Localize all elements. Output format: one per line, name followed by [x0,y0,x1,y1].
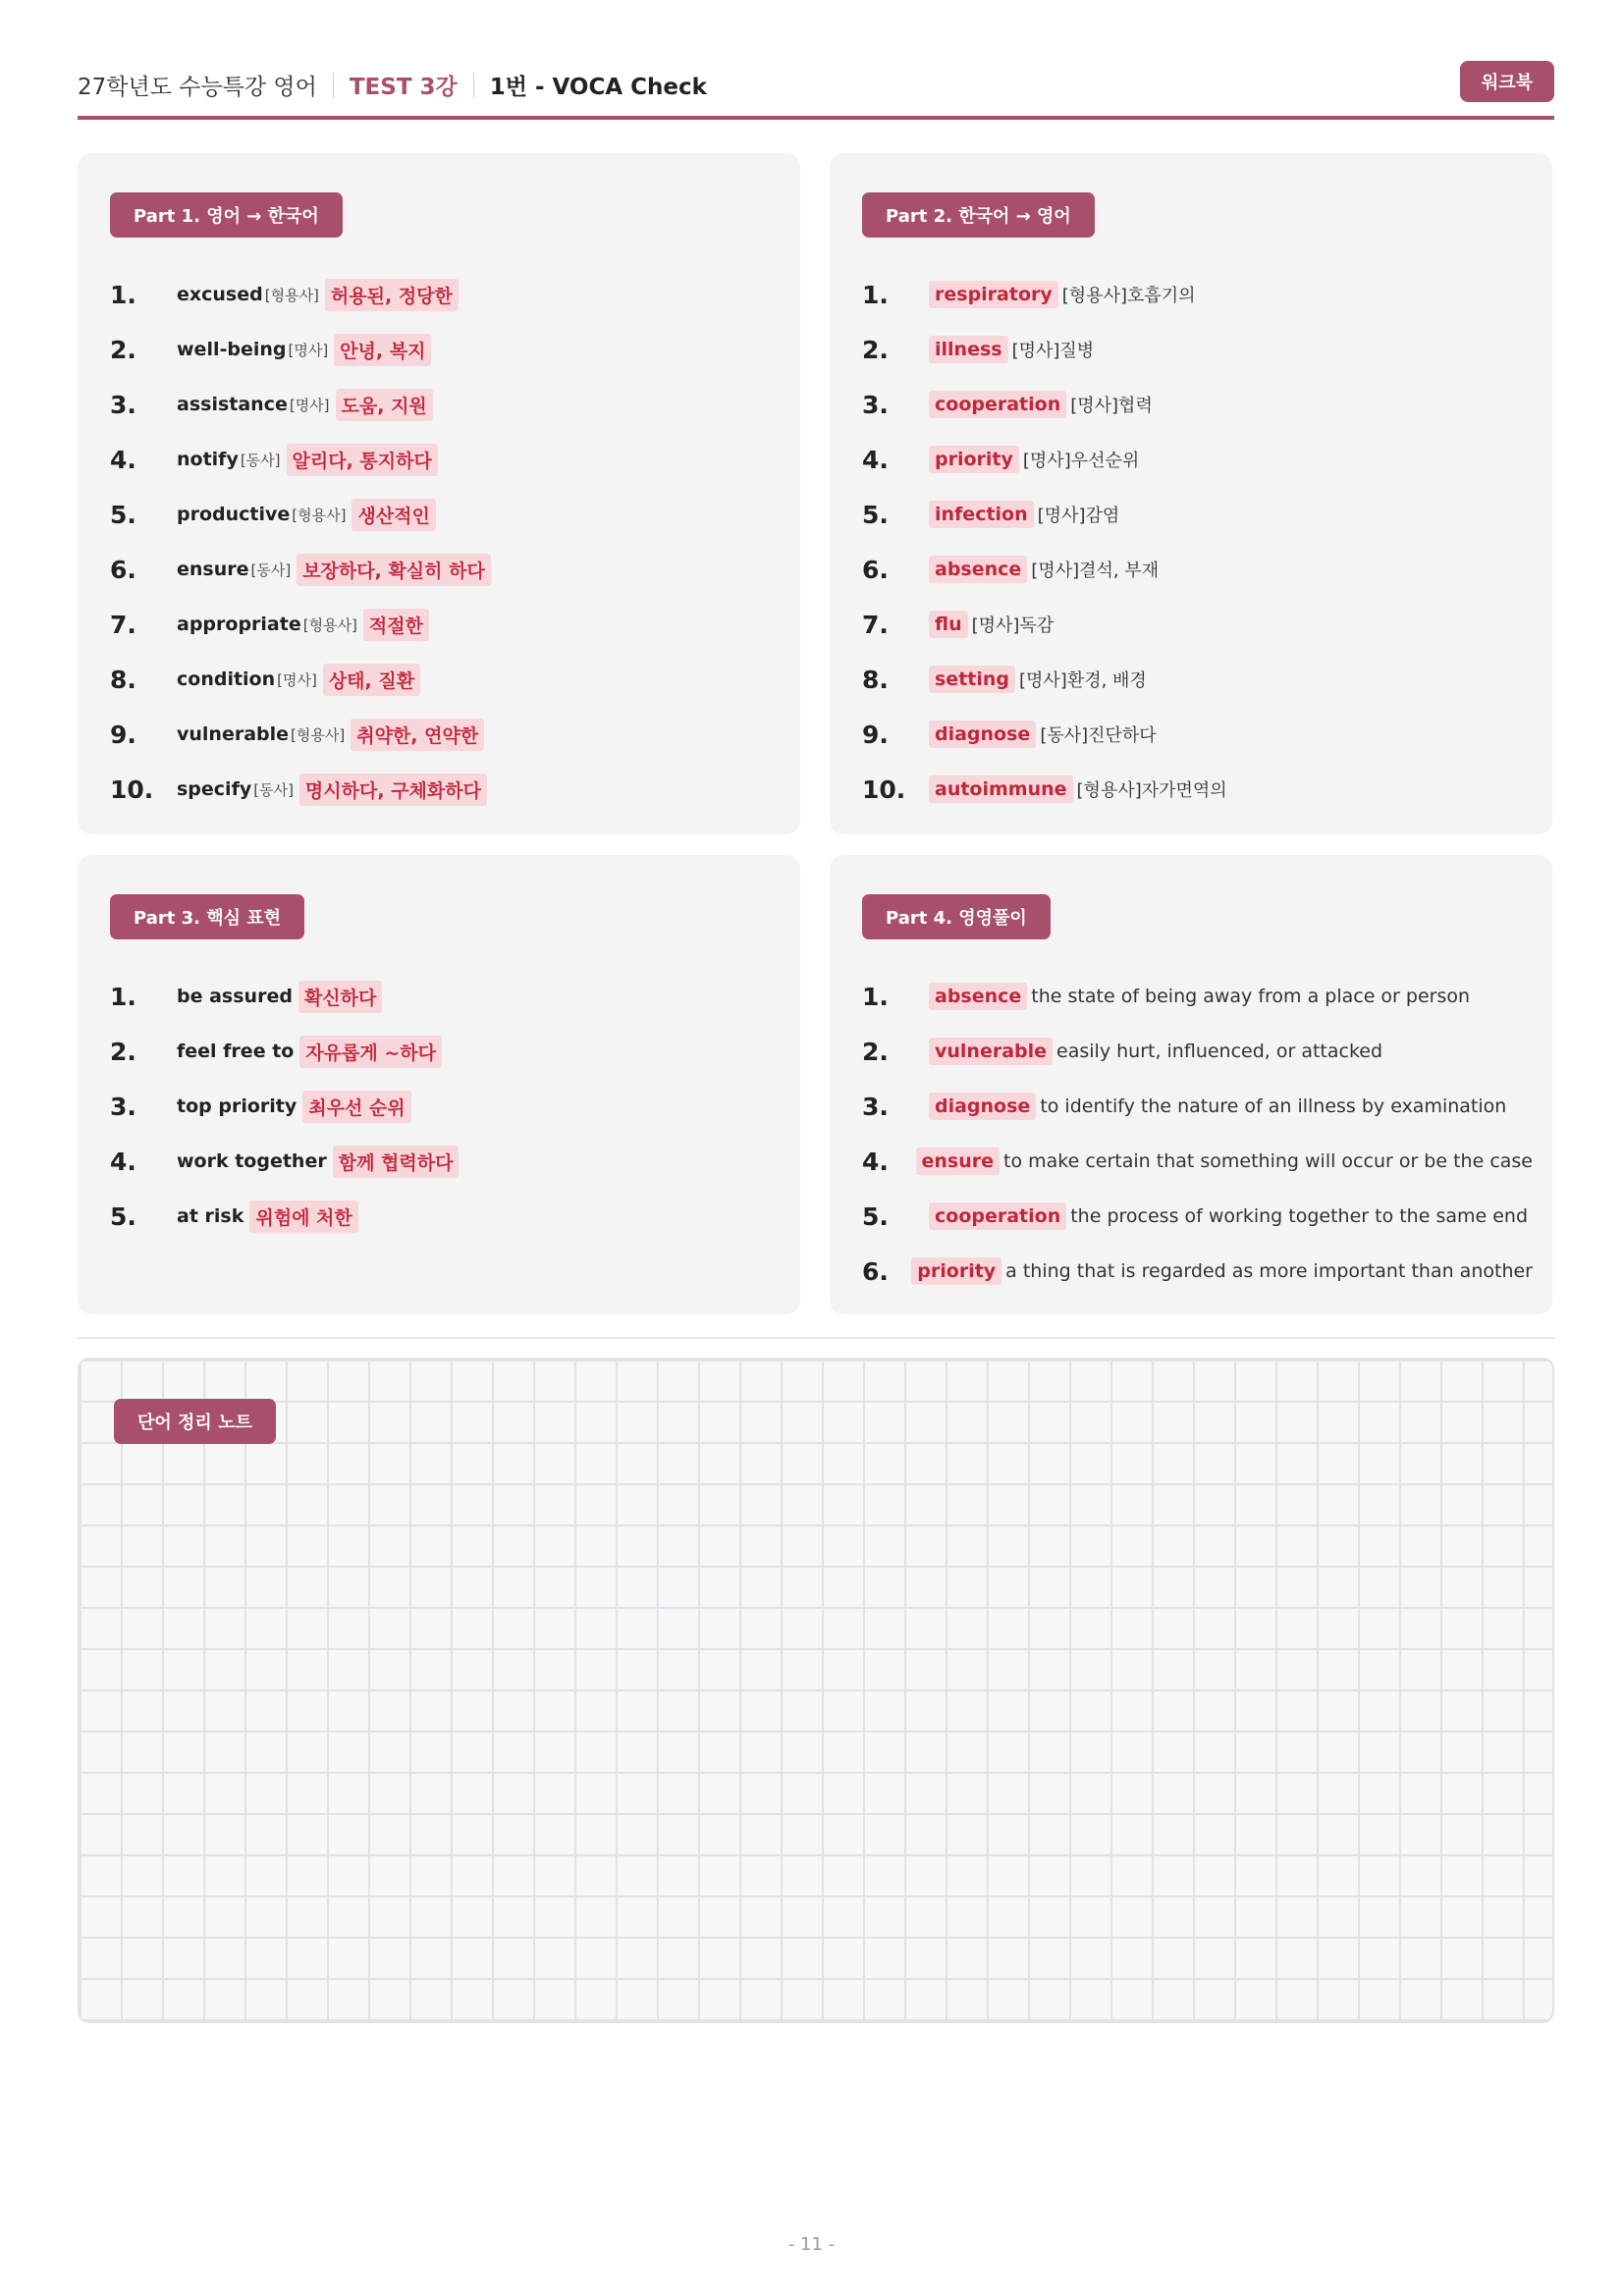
page-title: 1번 - VOCA Check [489,75,707,100]
part3-panel [78,855,800,1314]
item-meaning: [명사]감염 [1037,506,1120,526]
part2-item [862,487,1533,542]
item-meaning: 허용된, 정당한 [325,279,459,311]
item-number: 4. [862,445,889,474]
item-meaning: 함께 협력하다 [333,1146,460,1178]
part3-label: Part 3. 핵심 표현 [110,894,304,939]
item-phrase: be assured [177,986,293,1007]
item-meaning: [형용사]자가면역의 [1076,780,1227,801]
item-number: 9. [862,720,889,749]
item-meaning: 도움, 지원 [336,389,433,421]
part3-item [110,969,781,1024]
section-divider [78,1337,1554,1339]
item-meaning: [명사]협력 [1070,396,1153,416]
item-word: autoimmune [929,775,1073,803]
item-word: diagnose [929,721,1036,748]
item-definition: to identify the nature of an illness by examination [1040,1095,1507,1117]
item-phrase: feel free to [177,1041,295,1062]
item-number: 6. [110,555,136,584]
item-phrase: at risk [177,1205,244,1227]
item-definition: easily hurt, influenced, or attacked [1056,1041,1383,1062]
item-number: 1. [862,280,889,309]
header-breadcrumb [78,69,707,101]
item-pos: [형용사] [302,615,357,634]
item-number: 3. [110,1092,136,1121]
item-number: 8. [110,665,136,694]
item-number: 3. [862,390,889,419]
item-definition: a thing that is regarded as more important than another [1005,1260,1533,1282]
item-meaning: 확신하다 [298,981,382,1013]
part4-panel [830,855,1552,1314]
item-word: assistance [177,394,288,415]
item-number: 3. [862,1092,889,1121]
item-phrase: work together [177,1150,327,1172]
part4-item [862,1134,1533,1189]
item-number: 4. [110,1147,136,1176]
item-number: 2. [862,335,889,364]
item-number: 1. [862,982,889,1011]
item-number: 2. [110,1037,136,1066]
part3-item [110,1079,781,1134]
item-word: notify [177,449,239,470]
part2-item [862,707,1533,762]
item-definition: the process of working together to the same end [1070,1205,1529,1227]
item-word: setting [929,666,1015,693]
item-meaning: 적절한 [363,609,429,641]
item-number: 10. [110,774,154,804]
part4-list [862,969,1533,1299]
item-word: absence [929,556,1027,583]
item-meaning: [명사]독감 [971,615,1055,636]
item-number: 3. [110,390,136,419]
item-meaning: 자유롭게 ~하다 [299,1036,442,1068]
item-number: 10. [862,774,906,804]
part4-item [862,1189,1533,1244]
item-word: absence [929,983,1027,1010]
part4-label: Part 4. 영영풀이 [862,894,1051,939]
item-definition: the state of being away from a place or person [1031,986,1471,1007]
item-pos: [형용사] [291,725,346,744]
item-word: priority [929,446,1019,473]
page-header [78,61,1554,120]
part2-panel [830,153,1552,834]
item-meaning: 명시하다, 구체화하다 [299,774,487,806]
item-word: condition [177,668,276,690]
item-word: specify [177,778,252,800]
part3-item [110,1134,781,1189]
part3-list [110,969,781,1244]
book-title: 27학년도 수능특강 영어 [78,75,317,100]
part1-item [110,542,781,597]
part2-item [862,432,1533,487]
part3-item [110,1189,781,1244]
workbook-badge: 워크북 [1460,61,1554,102]
item-word: well-being [177,339,287,360]
part1-item [110,597,781,652]
part2-item [862,597,1533,652]
part1-list [110,267,781,817]
part2-item [862,762,1533,817]
part2-item [862,542,1533,597]
item-meaning: 알리다, 통지하다 [287,444,438,476]
item-number: 8. [862,665,889,694]
item-meaning: [명사]환경, 배경 [1019,670,1147,691]
part2-item [862,322,1533,377]
part2-item [862,377,1533,432]
item-pos: [동사] [250,561,292,579]
vocab-note-grid[interactable] [78,1358,1554,2023]
part2-item [862,267,1533,322]
item-word: appropriate [177,614,301,635]
item-word: illness [929,336,1008,363]
item-pos: [명사] [288,341,329,359]
item-meaning: 보장하다, 확실히 하다 [297,554,491,586]
part1-label: Part 1. 영어 → 한국어 [110,192,343,238]
item-word: diagnose [929,1093,1036,1120]
item-pos: [동사] [240,451,281,469]
item-meaning: 생산적인 [352,499,435,531]
item-word: productive [177,504,291,525]
item-number: 6. [862,555,889,584]
item-meaning: 안녕, 복지 [334,334,431,366]
item-pos: [명사] [289,396,330,414]
item-pos: [명사] [277,670,317,689]
item-meaning: 위험에 처한 [249,1201,357,1233]
item-number: 2. [862,1037,889,1066]
item-meaning: [명사]결석, 부재 [1031,561,1160,581]
part1-panel [78,153,800,834]
header-divider [333,73,334,98]
part2-label: Part 2. 한국어 → 영어 [862,192,1095,238]
item-phrase: top priority [177,1095,298,1117]
item-word: ensure [916,1148,1001,1175]
part4-item [862,1244,1533,1299]
item-word: excused [177,284,263,305]
item-number: 7. [862,610,889,639]
item-word: flu [929,611,968,638]
page-number: - 11 - [787,2234,836,2255]
part1-item [110,487,781,542]
item-number: 5. [862,500,889,529]
item-number: 6. [862,1256,889,1286]
part1-item [110,322,781,377]
item-word: vulnerable [929,1038,1053,1065]
item-number: 5. [110,500,136,529]
item-pos: [형용사] [292,506,347,524]
item-pos: [동사] [253,780,294,799]
item-word: vulnerable [177,723,290,745]
item-word: cooperation [929,391,1066,418]
item-meaning: 상태, 질환 [323,664,420,696]
item-number: 1. [110,280,136,309]
item-meaning: [명사]질병 [1011,341,1095,361]
item-meaning: 최우선 순위 [302,1091,410,1123]
header-divider [473,73,474,98]
item-word: priority [911,1257,1001,1285]
item-meaning: 취약한, 연약한 [351,719,484,751]
part1-item [110,762,781,817]
item-word: infection [929,501,1034,528]
item-word: respiratory [929,281,1058,308]
part4-item [862,1079,1533,1134]
item-number: 7. [110,610,136,639]
item-number: 5. [862,1201,889,1231]
item-word: cooperation [929,1202,1066,1230]
item-meaning: [형용사]호흡기의 [1061,286,1196,306]
item-meaning: [동사]진단하다 [1040,725,1157,746]
part2-item [862,652,1533,707]
part1-item [110,267,781,322]
test-label: TEST 3강 [349,75,458,100]
note-label: 단어 정리 노트 [114,1399,276,1444]
part1-item [110,707,781,762]
item-definition: to make certain that something will occur or be the case [1003,1150,1533,1172]
item-number: 2. [110,335,136,364]
part4-item [862,1024,1533,1079]
item-number: 1. [110,982,136,1011]
item-number: 4. [862,1147,889,1176]
part1-item [110,652,781,707]
item-number: 4. [110,445,136,474]
part1-item [110,377,781,432]
part3-item [110,1024,781,1079]
item-word: ensure [177,559,249,580]
item-meaning: [명사]우선순위 [1022,451,1140,471]
item-pos: [형용사] [264,286,319,304]
part1-item [110,432,781,487]
part2-list [862,267,1533,817]
item-number: 5. [110,1201,136,1231]
item-number: 9. [110,720,136,749]
part4-item [862,969,1533,1024]
